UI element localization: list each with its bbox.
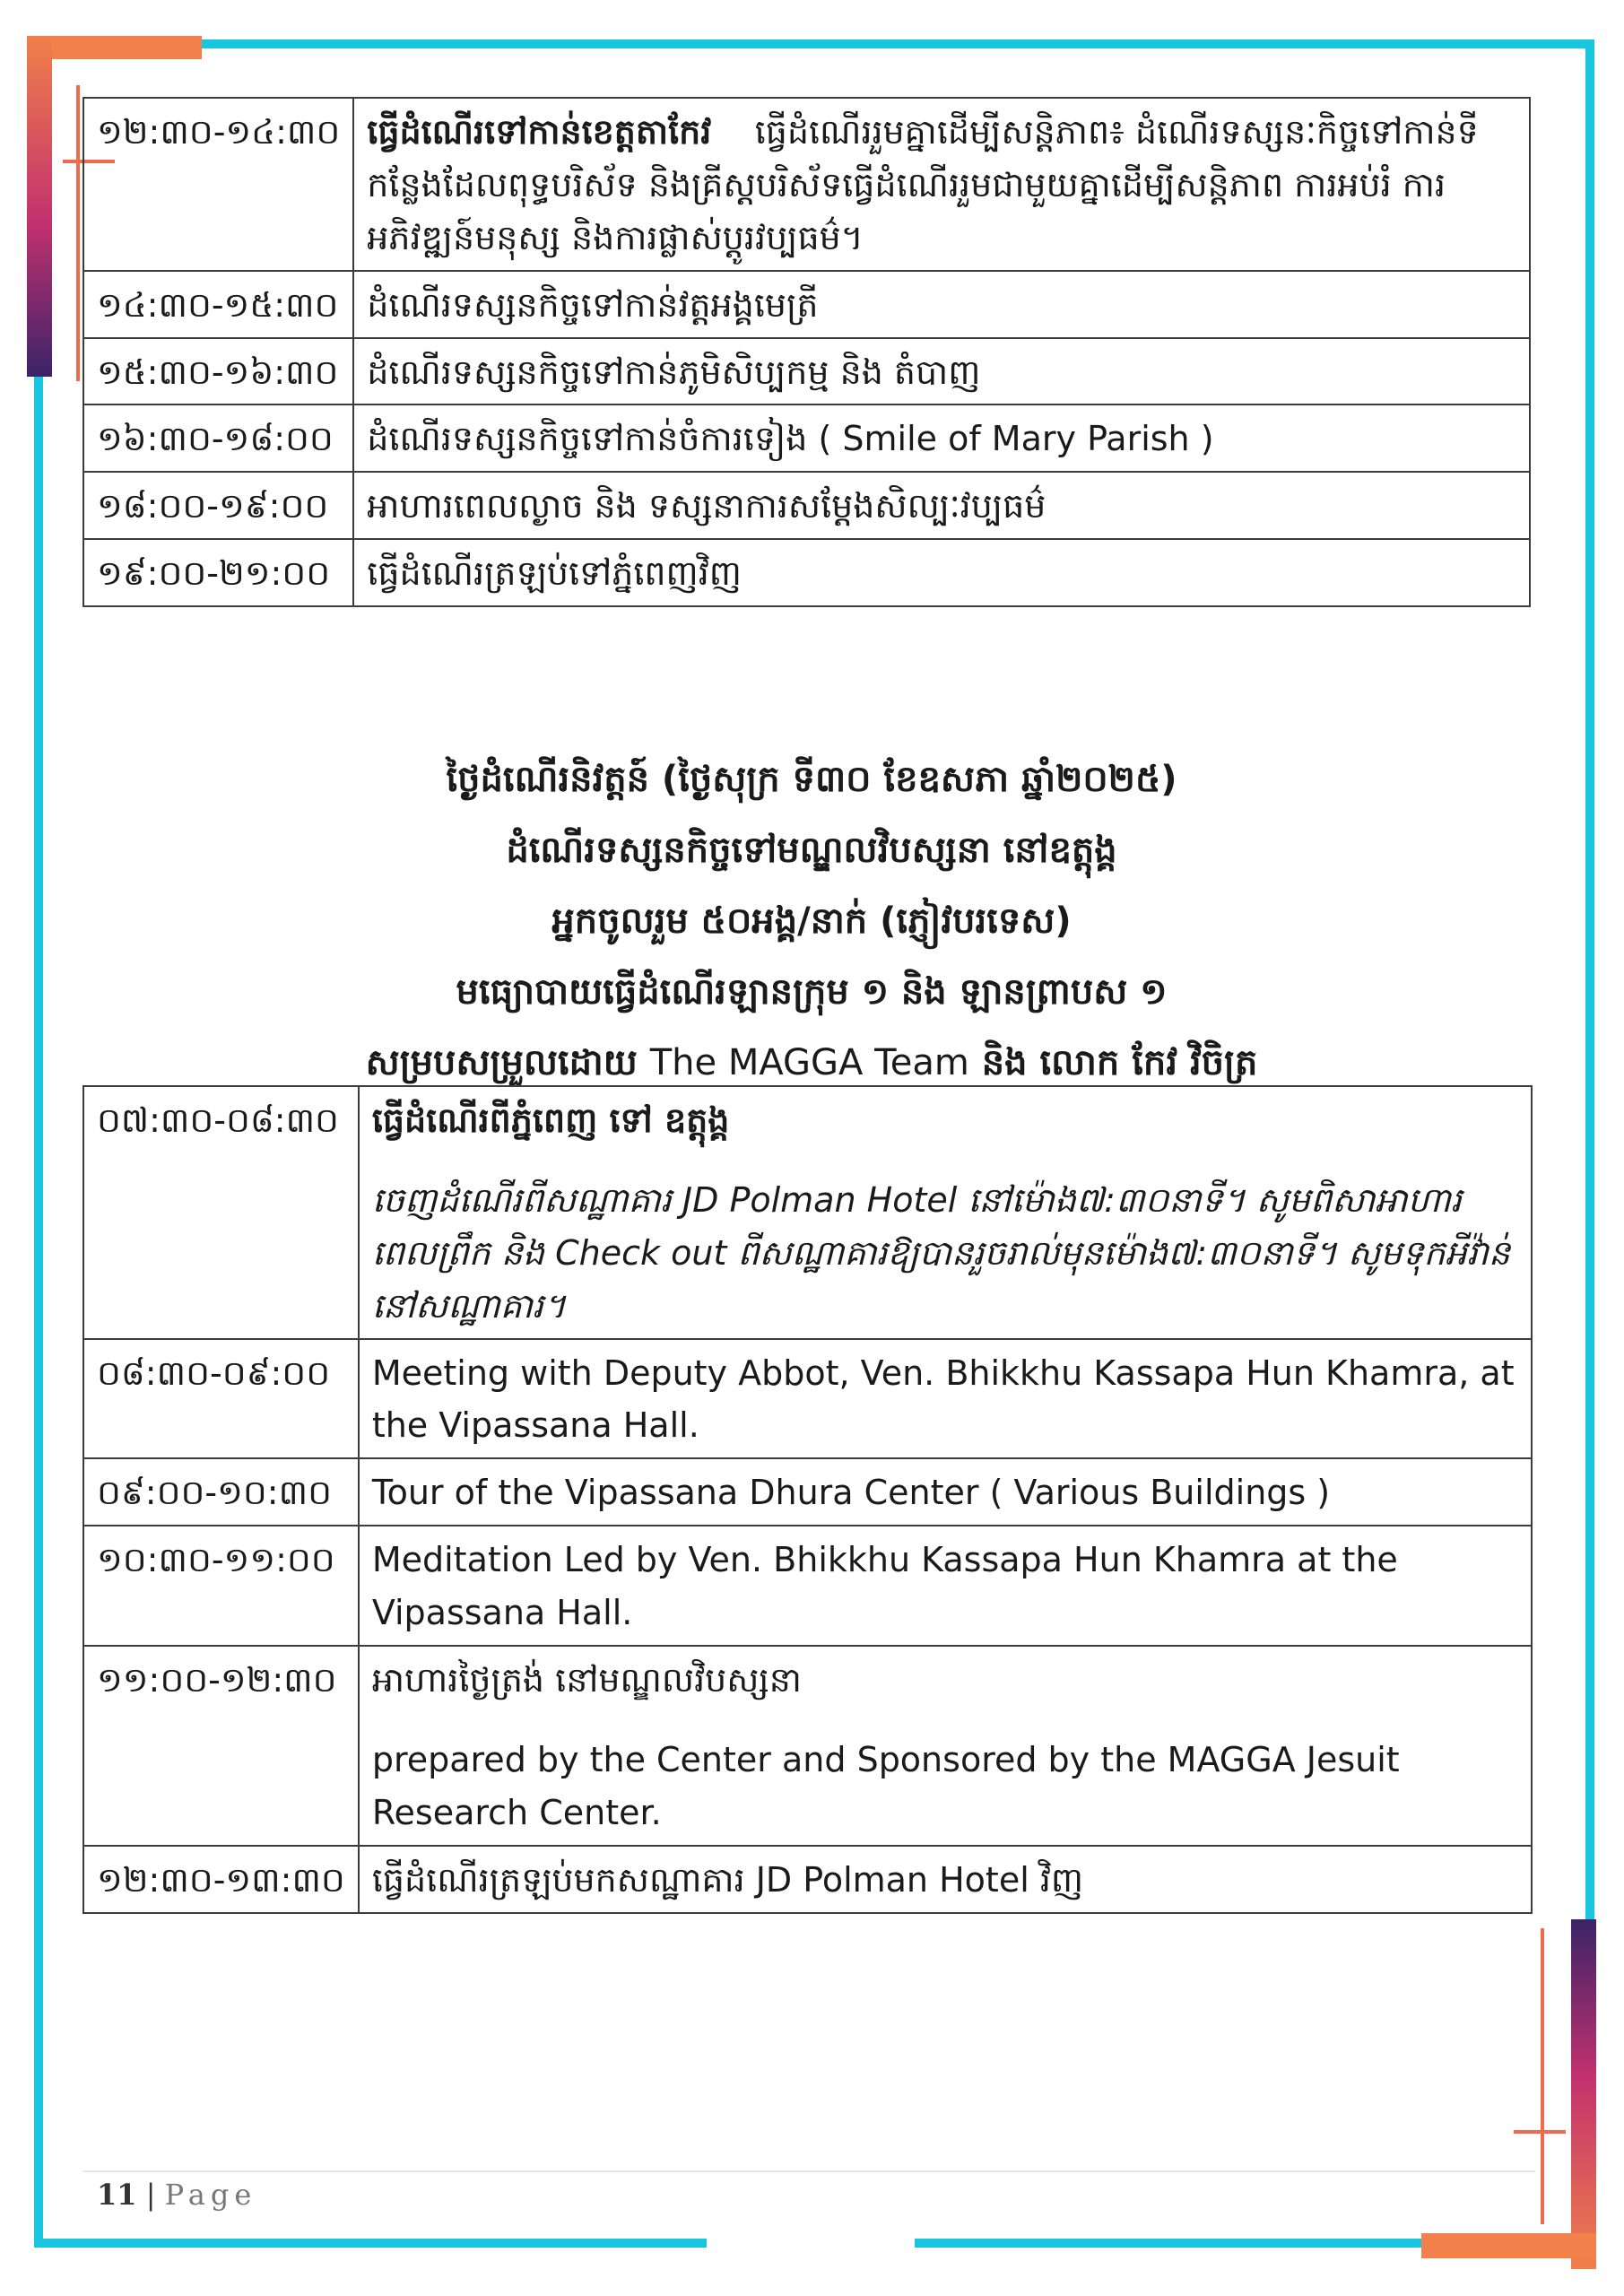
table-row (83, 1846, 1532, 1913)
footer-separator: | (145, 2178, 156, 2212)
activity-cell: ដំណើរទស្សនកិច្ចទៅកាន់ចំការទៀង ( Smile of Mary Parish ) (353, 404, 1530, 472)
heading-line-date: ថ្ងៃដំណើរនិវត្តន៍ (ថ្ងៃសុក្រ ទី៣០ ខែឧសភា ឆ្នាំ២០២៥) (446, 759, 1177, 800)
table-row (83, 1646, 1532, 1846)
corner-gradient-bar-bottom-right (1571, 1919, 1596, 2269)
time-cell: ០៧:៣០-០៨:៣០ (83, 1086, 359, 1339)
table-row (83, 1339, 1532, 1459)
time-cell: ១២:៣០-១៤:៣០ (83, 98, 353, 271)
corner-gradient-bar-top-left (27, 36, 52, 377)
activity-title: អាហារថ្ងៃត្រង់ នៅមណ្ឌលវិបស្សនា (371, 1660, 802, 1700)
table-row (83, 98, 1530, 271)
corner-thin-line-vertical (76, 85, 80, 381)
activity-cell (359, 1086, 1532, 1339)
activity-cell: ដំណើរទស្សនកិច្ចទៅកាន់ភូមិសិប្បកម្ម និង តំបាញ (353, 338, 1530, 405)
activity-cell: Meditation Led by Ven. Bhikkhu Kassapa Hun Khamra at the Vipassana Hall. (359, 1526, 1532, 1646)
frame-left-border (34, 377, 43, 2247)
activity-cell: ធ្វើដំណើរត្រឡប់មកសណ្ឋាគារ JD Polman Hotel វិញ (359, 1846, 1532, 1913)
retreat-day-heading (81, 744, 1542, 1099)
time-cell: ១១:០០-១២:៣០ (83, 1646, 359, 1846)
activity-cell: ដំណើរទស្សនកិច្ចទៅកាន់វត្តអង្គមេត្រី (353, 271, 1530, 338)
activity-cell: ធ្វើដំណើរត្រឡប់ទៅភ្នំពេញវិញ (353, 539, 1530, 606)
schedule-table-day (83, 97, 1531, 607)
activity-cell: អាហារពេលល្ងាច និង ទស្សនាការសម្តែងសិល្បៈវប្បធម៌ (353, 472, 1530, 539)
time-cell: ១០:៣០-១១:០០ (83, 1526, 359, 1646)
frame-top-border (195, 39, 1594, 48)
heading-line-participants: អ្នកចូលរួម ៥០អង្គ/នាក់ (ភ្ញៀវបរទេស) (551, 900, 1072, 942)
time-cell: ១៩:០០-២១:០០ (83, 539, 353, 606)
activity-cell (353, 98, 1530, 271)
footer-divider (83, 2170, 1535, 2172)
table-row (83, 1458, 1532, 1526)
activity-text: ធ្វើដំណើររួមគ្នាដើម្បីសន្តិភាព៖ ដំណើរទស្សនៈកិច្ចទៅកាន់ទីកន្លែងដែលពុទ្ធបរិស័ទ និងគ្រីស្តបរិស័ទធ្វើដំណើររួមជាមួយគ្នាដើម្បីសន្តិភាព ការអប់រំ ការអភិវឌ្ឍន៍មនុស្ស និងការផ្លាស់ប្តូរវប្បធម៌។ (367, 112, 1479, 257)
activity-cell (359, 1646, 1532, 1846)
time-cell: ១៤:៣០-១៥:៣០ (83, 271, 353, 338)
table-row (83, 404, 1530, 472)
activity-note: ចេញដំណើរពីសណ្ឋាគារ JD Polman Hotel នៅម៉ោង៧:៣០នាទី។ សូមពិសាអាហារពេលព្រឹក និង Check out ពីសណ្ឋាគារឱ្យបានរួចរាល់មុនម៉ោង៧:៣០នាទី។ សូមទុកអីវ៉ាន់នៅសណ្ឋាគារ។ (371, 1179, 1510, 1326)
frame-bottom-border-right (915, 2239, 1453, 2248)
page-footer (97, 2178, 256, 2212)
table-row (83, 1086, 1532, 1339)
activity-title: ធ្វើដំណើរទៅកាន់ខេត្តតាកែវ (367, 112, 712, 152)
coordination-team: The MAGGA Team (649, 1042, 969, 1083)
time-cell: ១៦:៣០-១៨:០០ (83, 404, 353, 472)
coordination-person: និង លោក កែវ វិចិត្រ (981, 1042, 1258, 1083)
table-row (83, 338, 1530, 405)
corner-accent-top-left (27, 36, 202, 59)
time-cell: ០៩:០០-១០:៣០ (83, 1458, 359, 1526)
activity-title: ធ្វើដំណើរពីភ្នំពេញ ទៅ ឧត្តុង្គ (371, 1100, 730, 1140)
table-row (83, 271, 1530, 338)
frame-right-border (1585, 39, 1594, 1941)
frame-bottom-border-left (34, 2239, 707, 2248)
table-row (83, 1526, 1532, 1646)
activity-text: prepared by the Center and Sponsored by the MAGGA Jesuit Research Center. (371, 1739, 1400, 1832)
page-label: Page (164, 2178, 257, 2212)
heading-line-visit: ដំណើរទស្សនកិច្ចទៅមណ្ឌលវិបស្សនា នៅឧត្តុង្គ (506, 830, 1117, 871)
corner-accent-bottom-right (1421, 2233, 1596, 2258)
table-row (83, 539, 1530, 606)
coordination-label: សម្របសម្រួលដោយ (365, 1042, 638, 1083)
time-cell: ០៨:៣០-០៩:០០ (83, 1339, 359, 1459)
corner-thin-line-vertical-br (1541, 1928, 1544, 2224)
page-number: 11 (97, 2178, 137, 2212)
corner-thin-line-horizontal-br (1514, 2130, 1566, 2134)
heading-line-transport: មធ្យោបាយធ្វើដំណើរឡានក្រុម ១ និង ឡានព្រាបស ១ (456, 971, 1168, 1013)
time-cell: ១៨:០០-១៩:០០ (83, 472, 353, 539)
schedule-table-retreat (83, 1085, 1533, 1914)
time-cell: ១២:៣០-១៣:៣០ (83, 1846, 359, 1913)
activity-cell: Tour of the Vipassana Dhura Center ( Various Buildings ) (359, 1458, 1532, 1526)
activity-cell: Meeting with Deputy Abbot, Ven. Bhikkhu Kassapa Hun Khamra, at the Vipassana Hall. (359, 1339, 1532, 1459)
table-row (83, 472, 1530, 539)
time-cell: ១៥:៣០-១៦:៣០ (83, 338, 353, 405)
